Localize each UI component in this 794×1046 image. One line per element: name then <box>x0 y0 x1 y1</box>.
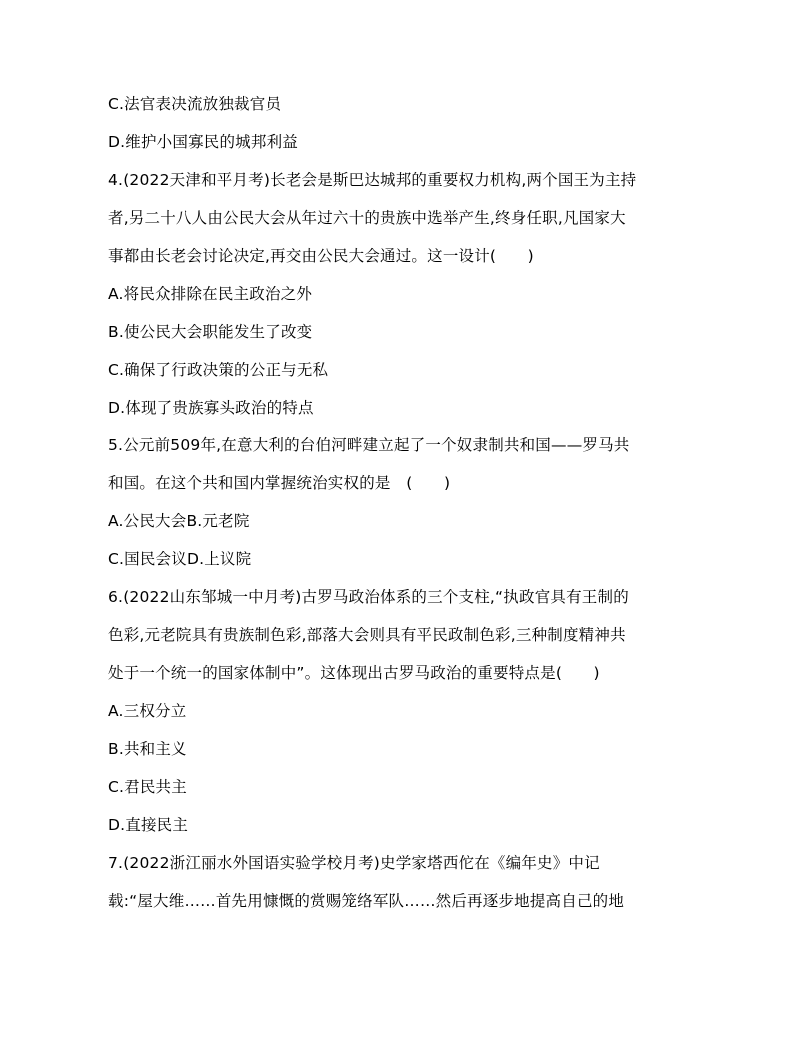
question-4-line-2: 者,另二十八人由公民大会从年过六十的贵族中选举产生,终身任职,凡国家大 <box>108 209 626 227</box>
option-c-q6: C.君民共主 <box>108 778 187 796</box>
question-6-line-2: 色彩,元老院具有贵族制色彩,部落大会则具有平民政制色彩,三种制度精神共 <box>108 626 626 644</box>
option-b-q4: B.使公民大会职能发生了改变 <box>108 323 313 341</box>
question-7-line-2: 载:“屋大维……首先用慷慨的赏赐笼络军队……然后再逐步地提高自己的地 <box>108 892 625 910</box>
option-a-q4: A.将民众排除在民主政治之外 <box>108 285 313 303</box>
option-d-q4: D.体现了贵族寡头政治的特点 <box>108 399 314 417</box>
option-b-q6: B.共和主义 <box>108 740 187 758</box>
question-4-line-3: 事都由长老会讨论决定,再交由公民大会通过。这一设计( ) <box>108 247 534 265</box>
question-7-line-1: 7.(2022浙江丽水外国语实验学校月考)史学家塔西佗在《编年史》中记 <box>108 854 600 872</box>
option-d-q3: D.维护小国寡民的城邦利益 <box>108 133 298 151</box>
options-cd-q5: C.国民会议D.上议院 <box>108 550 252 568</box>
question-4-line-1: 4.(2022天津和平月考)长老会是斯巴达城邦的重要权力机构,两个国王为主持 <box>108 171 637 189</box>
question-6-line-1: 6.(2022山东邹城一中月考)古罗马政治体系的三个支柱,“执政官具有王制的 <box>108 588 629 606</box>
option-d-q6: D.直接民主 <box>108 816 189 834</box>
option-a-q6: A.三权分立 <box>108 702 187 720</box>
question-5-line-2: 和国。在这个共和国内掌握统治实权的是 ( ) <box>108 474 451 492</box>
option-c-q4: C.确保了行政决策的公正与无私 <box>108 361 329 379</box>
question-5-line-1: 5.公元前509年,在意大利的台伯河畔建立起了一个奴隶制共和国——罗马共 <box>108 436 630 454</box>
question-6-line-3: 处于一个统一的国家体制中”。这体现出古罗马政治的重要特点是( ) <box>108 664 600 682</box>
options-ab-q5: A.公民大会B.元老院 <box>108 512 250 530</box>
option-c-q3: C.法官表决流放独裁官员 <box>108 95 282 113</box>
